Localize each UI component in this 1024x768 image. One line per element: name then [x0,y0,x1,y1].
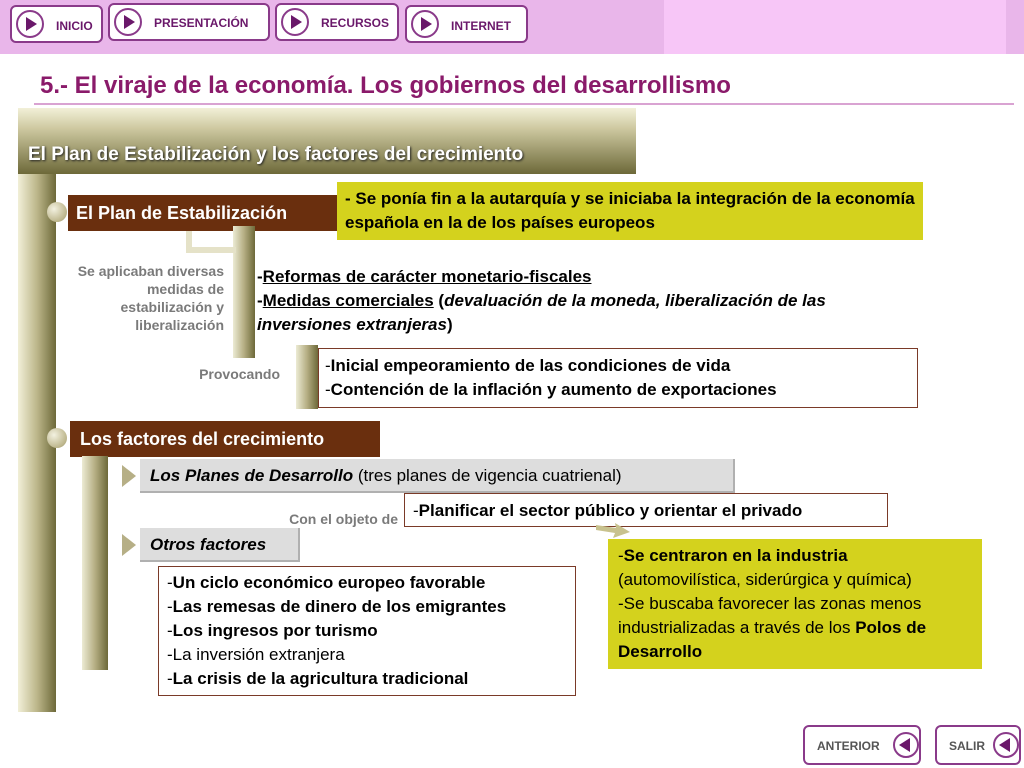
exit-arrow-icon [993,732,1019,758]
objeto-box: -Planificar el sector público y orientar el privado [404,493,888,527]
otros-factores-banner: Otros factores [140,528,300,562]
nav-presentacion-label: PRESENTACIÓN [154,16,249,30]
factors-label: Los factores del crecimiento [70,421,380,457]
nav-inicio-label: INICIO [56,19,93,33]
nav-presentacion-button[interactable] [108,3,270,41]
list-item: -Las remesas de dinero de los emigrantes [167,597,507,616]
list-item: -La inversión extranjera [167,645,345,664]
plan-connector-bar [233,226,255,358]
list-item: -La crisis de la agricultura tradicional [167,669,469,688]
industry-box [608,539,982,669]
plan-side-note: Se aplicaban diversas medidas de estabilización y liberalización [77,263,224,333]
nav-recursos-button[interactable] [275,3,399,41]
salir-button[interactable] [935,725,1021,765]
back-arrow-icon [893,732,919,758]
bullet-icon [47,428,67,448]
measure-1: -Reformas de carácter monetario-fiscales [257,267,592,286]
effects-box [318,348,918,408]
effects-connector-bar [296,345,318,409]
objeto-label: Con el objeto de [289,511,398,527]
anterior-label: ANTERIOR [817,739,880,753]
otros-list [158,566,576,696]
nav-internet-label: INTERNET [451,19,511,33]
play-icon [16,10,44,38]
factors-connector-bar [82,456,108,670]
title-divider [34,103,1014,105]
list-item: -Los ingresos por turismo [167,621,378,640]
bullet-icon [47,202,67,222]
arrow-right-icon [122,534,136,556]
top-nav-panel [664,0,1006,54]
arrow-right-icon [122,465,136,487]
industry-1b: (automovilística, siderúrgica y química) [618,570,912,589]
provocando-label: Provocando [199,366,280,382]
plan-measures [257,265,907,337]
salir-label: SALIR [949,739,985,753]
play-icon [411,10,439,38]
arrow-down-right-icon [596,521,630,539]
plan-goal-box: - Se ponía fin a la autarquía y se iniciaba la integración de la economía española en la de los países europeos [337,182,923,240]
effect-1: -Inicial empeoramiento de las condiciones de vida [325,356,731,375]
nav-inicio-button[interactable] [10,5,103,43]
effect-2: -Contención de la inflación y aumento de exportaciones [325,380,777,399]
page-title: 5.- El viraje de la economía. Los gobiernos del desarrollismo [40,72,731,99]
industry-2: -Se buscaba favorecer las zonas menos industrializadas a través de los Polos de Desarrollo [618,594,927,661]
section-header [18,108,636,174]
play-icon [281,8,309,36]
plan-label: El Plan de Estabilización [68,195,338,231]
measure-2: -Medidas comerciales (devaluación de la moneda, liberalización de las inversiones extranjeras) [257,291,826,334]
plan-connector-elbow [186,231,236,253]
nav-recursos-label: RECURSOS [321,16,390,30]
anterior-button[interactable] [803,725,921,765]
planes-desarrollo-banner: Los Planes de Desarrollo (tres planes de vigencia cuatrienal) [140,459,735,493]
industry-1: -Se centraron en la industria [618,546,848,565]
section-header-text: El Plan de Estabilización y los factores del crecimiento [28,144,524,165]
nav-internet-button[interactable] [405,5,528,43]
list-item: -Un ciclo económico europeo favorable [167,573,486,592]
play-icon [114,8,142,36]
